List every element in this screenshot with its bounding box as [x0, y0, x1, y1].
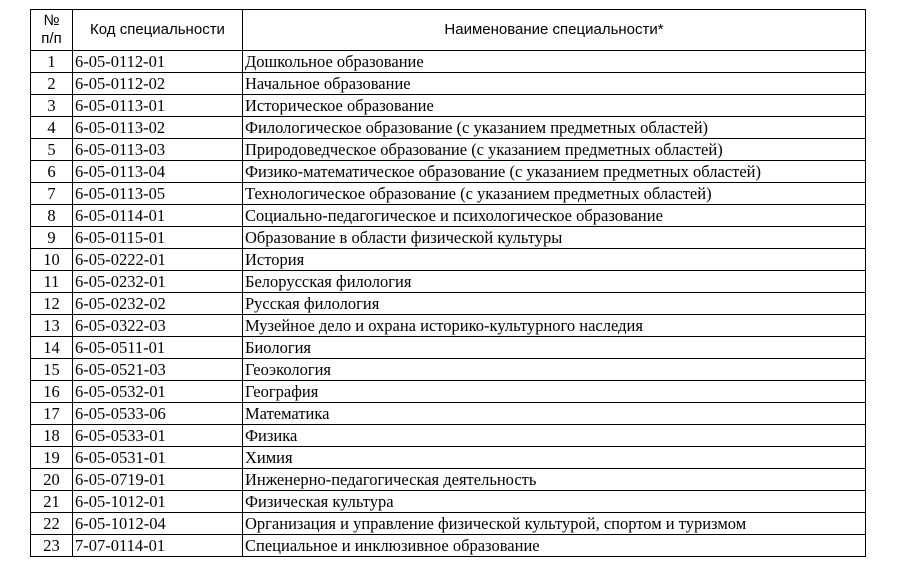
- specialty-name: Инженерно-педагогическая деятельность: [243, 469, 866, 491]
- specialty-code: 6-05-0232-02: [73, 293, 243, 315]
- specialty-code: 6-05-0322-03: [73, 315, 243, 337]
- specialty-name: Природоведческое образование (с указанием предметных областей): [243, 139, 866, 161]
- table-row: [31, 513, 866, 535]
- specialty-code: 6-05-0531-01: [73, 447, 243, 469]
- specialty-name: География: [243, 381, 866, 403]
- table-row: [31, 117, 866, 139]
- specialty-name: Физико-математическое образование (с указанием предметных областей): [243, 161, 866, 183]
- row-number: 23: [31, 535, 73, 557]
- row-number: 13: [31, 315, 73, 337]
- table-header: [31, 10, 866, 51]
- specialty-code: 6-05-0112-01: [73, 51, 243, 73]
- specialty-name: Историческое образование: [243, 95, 866, 117]
- specialty-name: Физика: [243, 425, 866, 447]
- table-body: [31, 51, 866, 557]
- row-number: 15: [31, 359, 73, 381]
- header-number: [31, 10, 73, 51]
- row-number: 14: [31, 337, 73, 359]
- row-number: 18: [31, 425, 73, 447]
- row-number: 4: [31, 117, 73, 139]
- specialty-name: Химия: [243, 447, 866, 469]
- specialty-name: Начальное образование: [243, 73, 866, 95]
- row-number: 20: [31, 469, 73, 491]
- row-number: 10: [31, 249, 73, 271]
- table-row: [31, 51, 866, 73]
- row-number: 2: [31, 73, 73, 95]
- header-name: Наименование специальности*: [243, 10, 866, 51]
- specialty-code: 7-07-0114-01: [73, 535, 243, 557]
- specialty-code: 6-05-0511-01: [73, 337, 243, 359]
- specialty-name: Организация и управление физической культурой, спортом и туризмом: [243, 513, 866, 535]
- table-row: [31, 293, 866, 315]
- specialty-code: 6-05-0719-01: [73, 469, 243, 491]
- specialty-name: Белорусская филология: [243, 271, 866, 293]
- specialty-code: 6-05-0112-02: [73, 73, 243, 95]
- table-row: [31, 183, 866, 205]
- table-row: [31, 73, 866, 95]
- specialty-name: Специальное и инклюзивное образование: [243, 535, 866, 557]
- specialty-name: Образование в области физической культуры: [243, 227, 866, 249]
- table-row: [31, 95, 866, 117]
- table-row: [31, 161, 866, 183]
- specialty-code: 6-05-1012-04: [73, 513, 243, 535]
- specialty-name: Технологическое образование (с указанием предметных областей): [243, 183, 866, 205]
- row-number: 17: [31, 403, 73, 425]
- specialty-name: История: [243, 249, 866, 271]
- table-row: [31, 139, 866, 161]
- table-row: [31, 535, 866, 557]
- row-number: 12: [31, 293, 73, 315]
- row-number: 3: [31, 95, 73, 117]
- row-number: 9: [31, 227, 73, 249]
- row-number: 5: [31, 139, 73, 161]
- specialty-code: 6-05-0114-01: [73, 205, 243, 227]
- specialty-code: 6-05-0533-01: [73, 425, 243, 447]
- specialty-code: 6-05-0113-02: [73, 117, 243, 139]
- header-row: [31, 10, 866, 51]
- specialty-code: 6-05-0222-01: [73, 249, 243, 271]
- header-code: Код специальности: [73, 10, 243, 51]
- table-row: [31, 491, 866, 513]
- specialty-name: Русская филология: [243, 293, 866, 315]
- specialty-code: 6-05-0113-05: [73, 183, 243, 205]
- table-row: [31, 359, 866, 381]
- specialty-name: Дошкольное образование: [243, 51, 866, 73]
- table-row: [31, 271, 866, 293]
- row-number: 6: [31, 161, 73, 183]
- table-row: [31, 425, 866, 447]
- table-row: [31, 469, 866, 491]
- specialty-code: 6-05-0113-04: [73, 161, 243, 183]
- table-row: [31, 447, 866, 469]
- header-number-abbr: п/п: [41, 30, 62, 47]
- specialty-name: Физическая культура: [243, 491, 866, 513]
- specialty-table: [30, 9, 866, 557]
- specialty-code: 6-05-0115-01: [73, 227, 243, 249]
- table-row: [31, 337, 866, 359]
- specialty-name: Математика: [243, 403, 866, 425]
- specialty-name: Социально-педагогическое и психологическое образование: [243, 205, 866, 227]
- row-number: 1: [31, 51, 73, 73]
- specialty-name: Геоэкология: [243, 359, 866, 381]
- row-number: 8: [31, 205, 73, 227]
- document-page: [30, 9, 866, 557]
- table-row: [31, 249, 866, 271]
- row-number: 11: [31, 271, 73, 293]
- header-number-symbol: №: [43, 12, 60, 29]
- specialty-name: Филологическое образование (с указанием предметных областей): [243, 117, 866, 139]
- row-number: 22: [31, 513, 73, 535]
- specialty-code: 6-05-1012-01: [73, 491, 243, 513]
- table-row: [31, 381, 866, 403]
- row-number: 21: [31, 491, 73, 513]
- table-row: [31, 227, 866, 249]
- row-number: 16: [31, 381, 73, 403]
- specialty-code: 6-05-0113-03: [73, 139, 243, 161]
- table-row: [31, 205, 866, 227]
- specialty-code: 6-05-0521-03: [73, 359, 243, 381]
- specialty-code: 6-05-0232-01: [73, 271, 243, 293]
- row-number: 7: [31, 183, 73, 205]
- specialty-code: 6-05-0113-01: [73, 95, 243, 117]
- specialty-code: 6-05-0532-01: [73, 381, 243, 403]
- table-row: [31, 315, 866, 337]
- specialty-code: 6-05-0533-06: [73, 403, 243, 425]
- specialty-name: Биология: [243, 337, 866, 359]
- specialty-name: Музейное дело и охрана историко-культурного наследия: [243, 315, 866, 337]
- table-row: [31, 403, 866, 425]
- row-number: 19: [31, 447, 73, 469]
